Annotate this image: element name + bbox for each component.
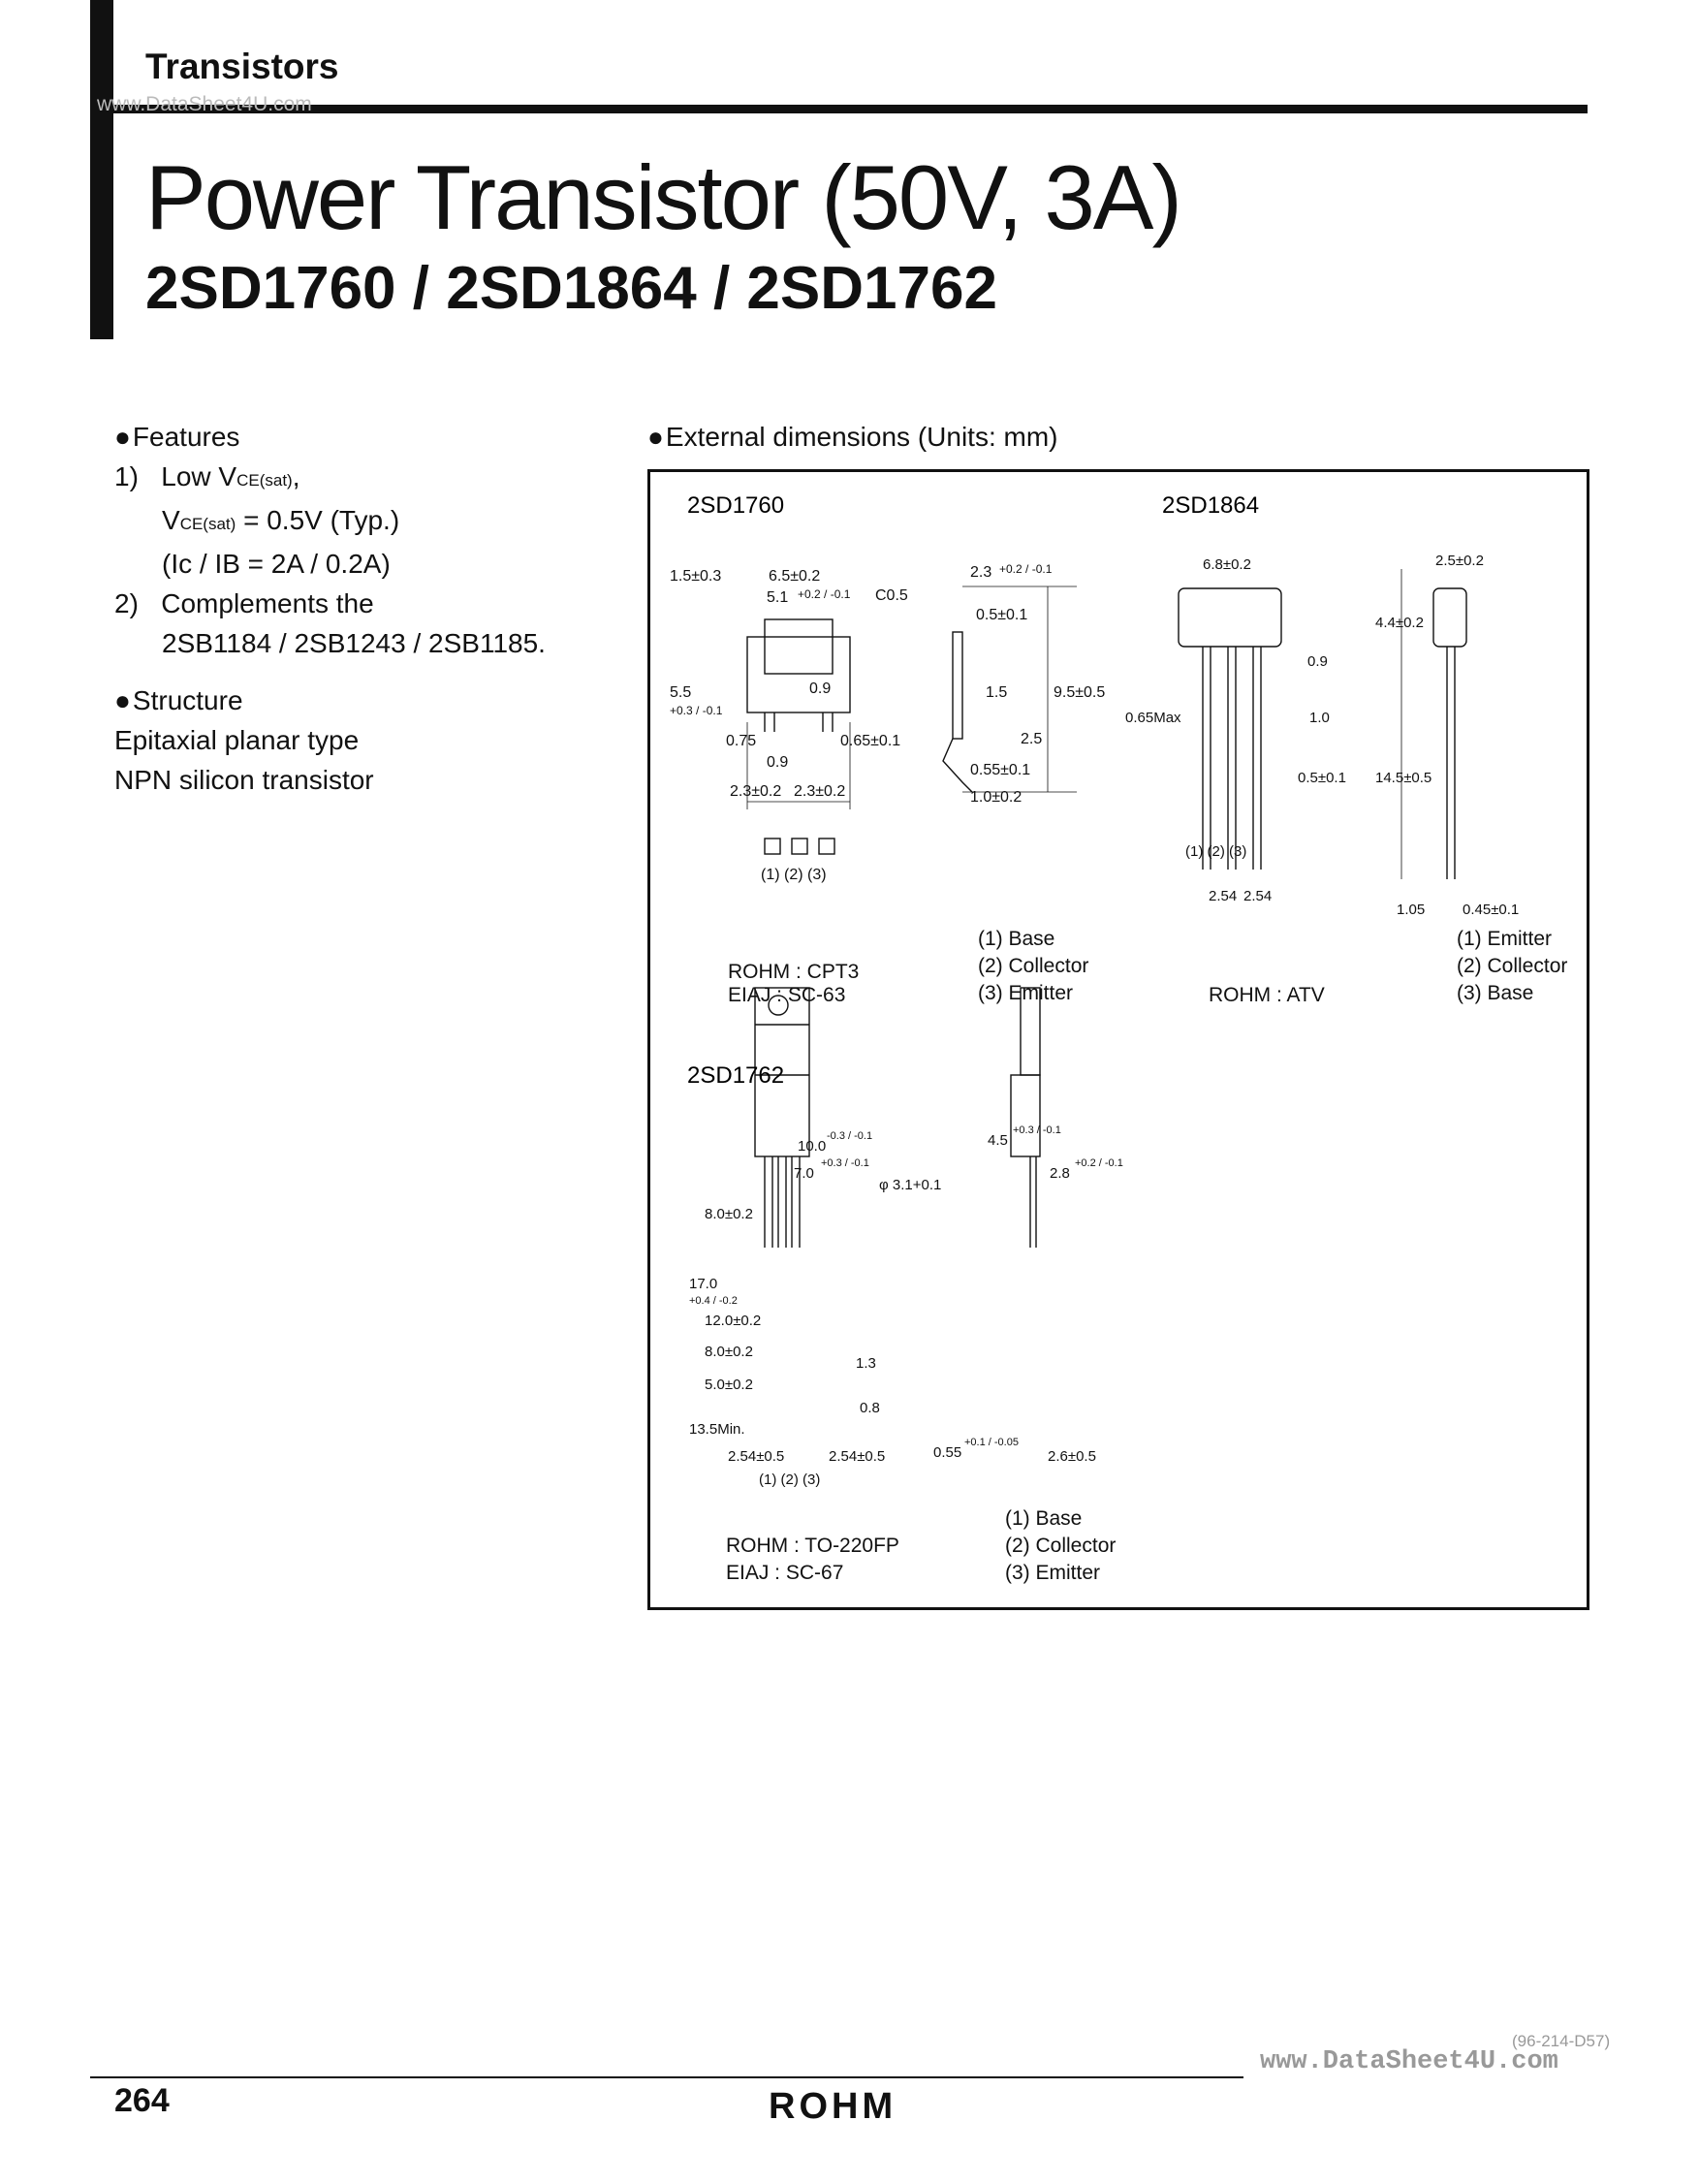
section-label: Transistors [145, 47, 339, 86]
atv-side-body [1433, 588, 1466, 647]
feature-1-line2-sub: CE(sat) [179, 515, 236, 533]
cpt3-pad-3 [819, 839, 834, 854]
pkg3-dim-14: 4.5 [988, 1132, 1008, 1149]
feature-2-line1: Complements the [161, 588, 374, 618]
pkg3-dim-9: 1.3 [856, 1355, 876, 1372]
pkg2-pin-3: (3) Base [1457, 982, 1534, 1004]
rohm-logo: ROHM [769, 2086, 897, 2127]
pkg1-pin-1: (1) Base [978, 928, 1055, 950]
watermark-bottom[interactable]: www.DataSheet4U.com [1260, 2047, 1558, 2076]
pkg1-dim-2-tol: +0.2 / -0.1 [798, 587, 851, 601]
pkg2-rohm: ROHM : ATV [1209, 984, 1325, 1006]
pkg3-dim-5-tol: +0.4 / -0.2 [689, 1295, 738, 1307]
features-section [114, 417, 618, 663]
structure-heading: ● Structure [114, 681, 618, 720]
pkg2-dim-8: 14.5±0.5 [1375, 770, 1432, 786]
pkg3-dim-7: 8.0±0.2 [705, 1344, 753, 1360]
pkg3-pin-2: (2) Collector [1005, 1535, 1117, 1557]
pkg3-rohm: ROHM : TO-220FP [726, 1535, 899, 1557]
pkg3-eiaj: EIAJ : SC-67 [726, 1562, 844, 1584]
pkg1-dim-8: 0.65±0.1 [840, 733, 901, 749]
pkg3-dim-15-tol: +0.2 / -0.1 [1075, 1157, 1123, 1169]
pkg2-dim-2: 2.5±0.2 [1435, 553, 1484, 569]
feature-1-sub: CE(sat) [236, 471, 293, 490]
pkg3-dim-10: 13.5Min. [689, 1421, 745, 1438]
pkg3-dim-2-tol: +0.3 / -0.1 [821, 1157, 869, 1169]
cpt3-pad-1 [765, 839, 780, 854]
pkg2-dim-4: 0.9 [1307, 653, 1328, 670]
pkg2-pins: (1) (2) (3) [1185, 843, 1247, 860]
feature-item-2 [114, 584, 618, 623]
feature-item-1 [114, 457, 618, 500]
pkg1-dim-16: 2.5 [1021, 731, 1043, 747]
pkg3-dim-11: 0.8 [860, 1400, 880, 1416]
feature-1-label: Low [161, 461, 211, 491]
pkg1-dim-11: 2.3±0.2 [794, 783, 846, 800]
header-rule [90, 105, 1588, 113]
cpt3-side-body [953, 632, 962, 739]
pkg3-name: 2SD1762 [687, 1062, 785, 1089]
feature-1-number: 1) [114, 461, 139, 491]
pkg3-dim-16-tol: +0.1 / -0.05 [964, 1437, 1019, 1448]
feature-1-v: V [218, 461, 237, 491]
pkg2-pin-2: (2) Collector [1457, 955, 1568, 977]
pkg2-dim-3: 4.4±0.2 [1375, 615, 1424, 631]
structure-line-1: Epitaxial planar type [114, 725, 360, 755]
pkg2-name: 2SD1864 [1162, 492, 1260, 519]
cpt3-tab [765, 619, 833, 674]
dimensions-heading: ● External dimensions (Units: mm) [647, 417, 1057, 457]
pkg3-dim-4: 8.0±0.2 [705, 1206, 753, 1222]
pkg1-dim-2: 5.1 [767, 589, 789, 606]
feature-2-line2: 2SB1184 / 2SB1243 / 2SB1185. [162, 628, 546, 658]
pkg2-dim-7: 0.5±0.1 [1298, 770, 1346, 786]
footer-rule [90, 2076, 1243, 2078]
pkg3-dim-1-tol: -0.3 / -0.1 [827, 1130, 873, 1142]
pkg1-dim-15: 9.5±0.5 [1054, 684, 1106, 701]
dimensions-drawing [650, 472, 1587, 1607]
pkg1-dim-10: 2.3±0.2 [730, 783, 782, 800]
pkg3-dim-16: 0.55 [933, 1444, 962, 1461]
pkg3-pin-3: (3) Emitter [1005, 1562, 1101, 1584]
feature-1-line2 [114, 500, 618, 544]
pkg1-dim-18: 1.0±0.2 [970, 789, 1023, 806]
pkg1-dim-6: 0.9 [809, 681, 832, 697]
pkg1-dim-5-tol: +0.3 / -0.1 [670, 704, 723, 717]
pkg1-dim-13: 0.5±0.1 [976, 607, 1028, 623]
pkg3-pin-1: (1) Base [1005, 1507, 1083, 1530]
pkg1-dim-5: 5.5 [670, 684, 692, 701]
feature-2-number: 2) [114, 588, 139, 618]
atv-body [1179, 588, 1281, 647]
structure-section [114, 681, 618, 800]
pkg2-pin-1: (1) Emitter [1457, 928, 1553, 950]
structure-line-2: NPN silicon transistor [114, 765, 374, 795]
feature-1-line2-v: V [162, 505, 180, 535]
pkg3-dim-8: 5.0±0.2 [705, 1377, 753, 1393]
page-title: Power Transistor (50V, 3A) [145, 146, 1180, 248]
pkg1-dim-3: C0.5 [875, 587, 908, 604]
pkg3-dim-13: 2.54±0.5 [829, 1448, 886, 1465]
pkg1-dim-12: 2.3 [970, 564, 992, 581]
pkg2-dim-5: 0.65Max [1125, 710, 1181, 726]
pkg1-dim-4: 1.5±0.3 [670, 568, 722, 585]
watermark-top[interactable]: www.DataSheet4U.com [97, 93, 312, 115]
pkg3-dim-5: 17.0 [689, 1276, 718, 1292]
cpt3-pad-2 [792, 839, 807, 854]
to220-side-lower [1011, 1075, 1040, 1156]
pkg2-dim-10: 2.54 [1243, 888, 1273, 904]
left-accent-bar [90, 0, 113, 339]
dimensions-box [647, 469, 1589, 1610]
pkg1-eiaj: EIAJ : SC-63 [728, 984, 846, 1006]
feature-1-line2-rest: = 0.5V (Typ.) [236, 505, 400, 535]
pkg1-name: 2SD1760 [687, 492, 785, 519]
document-code: (96-214-D57) [1512, 2032, 1611, 2050]
pkg2-dim-11: 1.05 [1397, 902, 1426, 918]
part-numbers: 2SD1760 / 2SD1864 / 2SD1762 [145, 255, 997, 322]
pkg1-dim-17: 0.55±0.1 [970, 762, 1031, 778]
pkg2-dim-6: 1.0 [1309, 710, 1330, 726]
pkg1-footprint-pins: (1) (2) (3) [761, 867, 827, 883]
pkg3-dim-17: 2.6±0.5 [1048, 1448, 1096, 1465]
pkg2-dim-12: 0.45±0.1 [1463, 902, 1520, 918]
cpt3-body [747, 637, 850, 712]
pkg1-pin-2: (2) Collector [978, 955, 1089, 977]
pkg2-dim-9: 2.54 [1209, 888, 1238, 904]
pkg1-dim-7: 0.75 [726, 733, 757, 749]
page-number: 264 [114, 2082, 170, 2119]
feature-1-comma: , [292, 461, 300, 491]
pkg3-dim-6: 12.0±0.2 [705, 1313, 762, 1329]
pkg3-dim-2: 7.0 [794, 1165, 814, 1182]
cpt3-side-lead [943, 739, 972, 792]
pkg3-dim-14-tol: +0.3 / -0.1 [1013, 1124, 1061, 1136]
pkg1-dim-14: 1.5 [986, 684, 1008, 701]
pkg3-dim-15: 2.8 [1050, 1165, 1070, 1182]
pkg1-dim-1: 6.5±0.2 [769, 568, 821, 585]
feature-1-line3: (Ic / IB = 2A / 0.2A) [162, 549, 391, 579]
pkg1-dim-9: 0.9 [767, 754, 789, 771]
pkg3-dim-3: φ 3.1+0.1 [879, 1177, 942, 1193]
features-heading: ● Features [114, 417, 618, 457]
pkg2-dim-1: 6.8±0.2 [1203, 556, 1251, 573]
pkg3-dim-1: 10.0 [798, 1138, 827, 1155]
pkg1-rohm: ROHM : CPT3 [728, 961, 860, 983]
pkg3-pins: (1) (2) (3) [759, 1472, 821, 1488]
pkg1-dim-12-tol: +0.2 / -0.1 [999, 562, 1053, 576]
pkg3-dim-12: 2.54±0.5 [728, 1448, 785, 1465]
pkg1-pin-3: (3) Emitter [978, 982, 1074, 1004]
